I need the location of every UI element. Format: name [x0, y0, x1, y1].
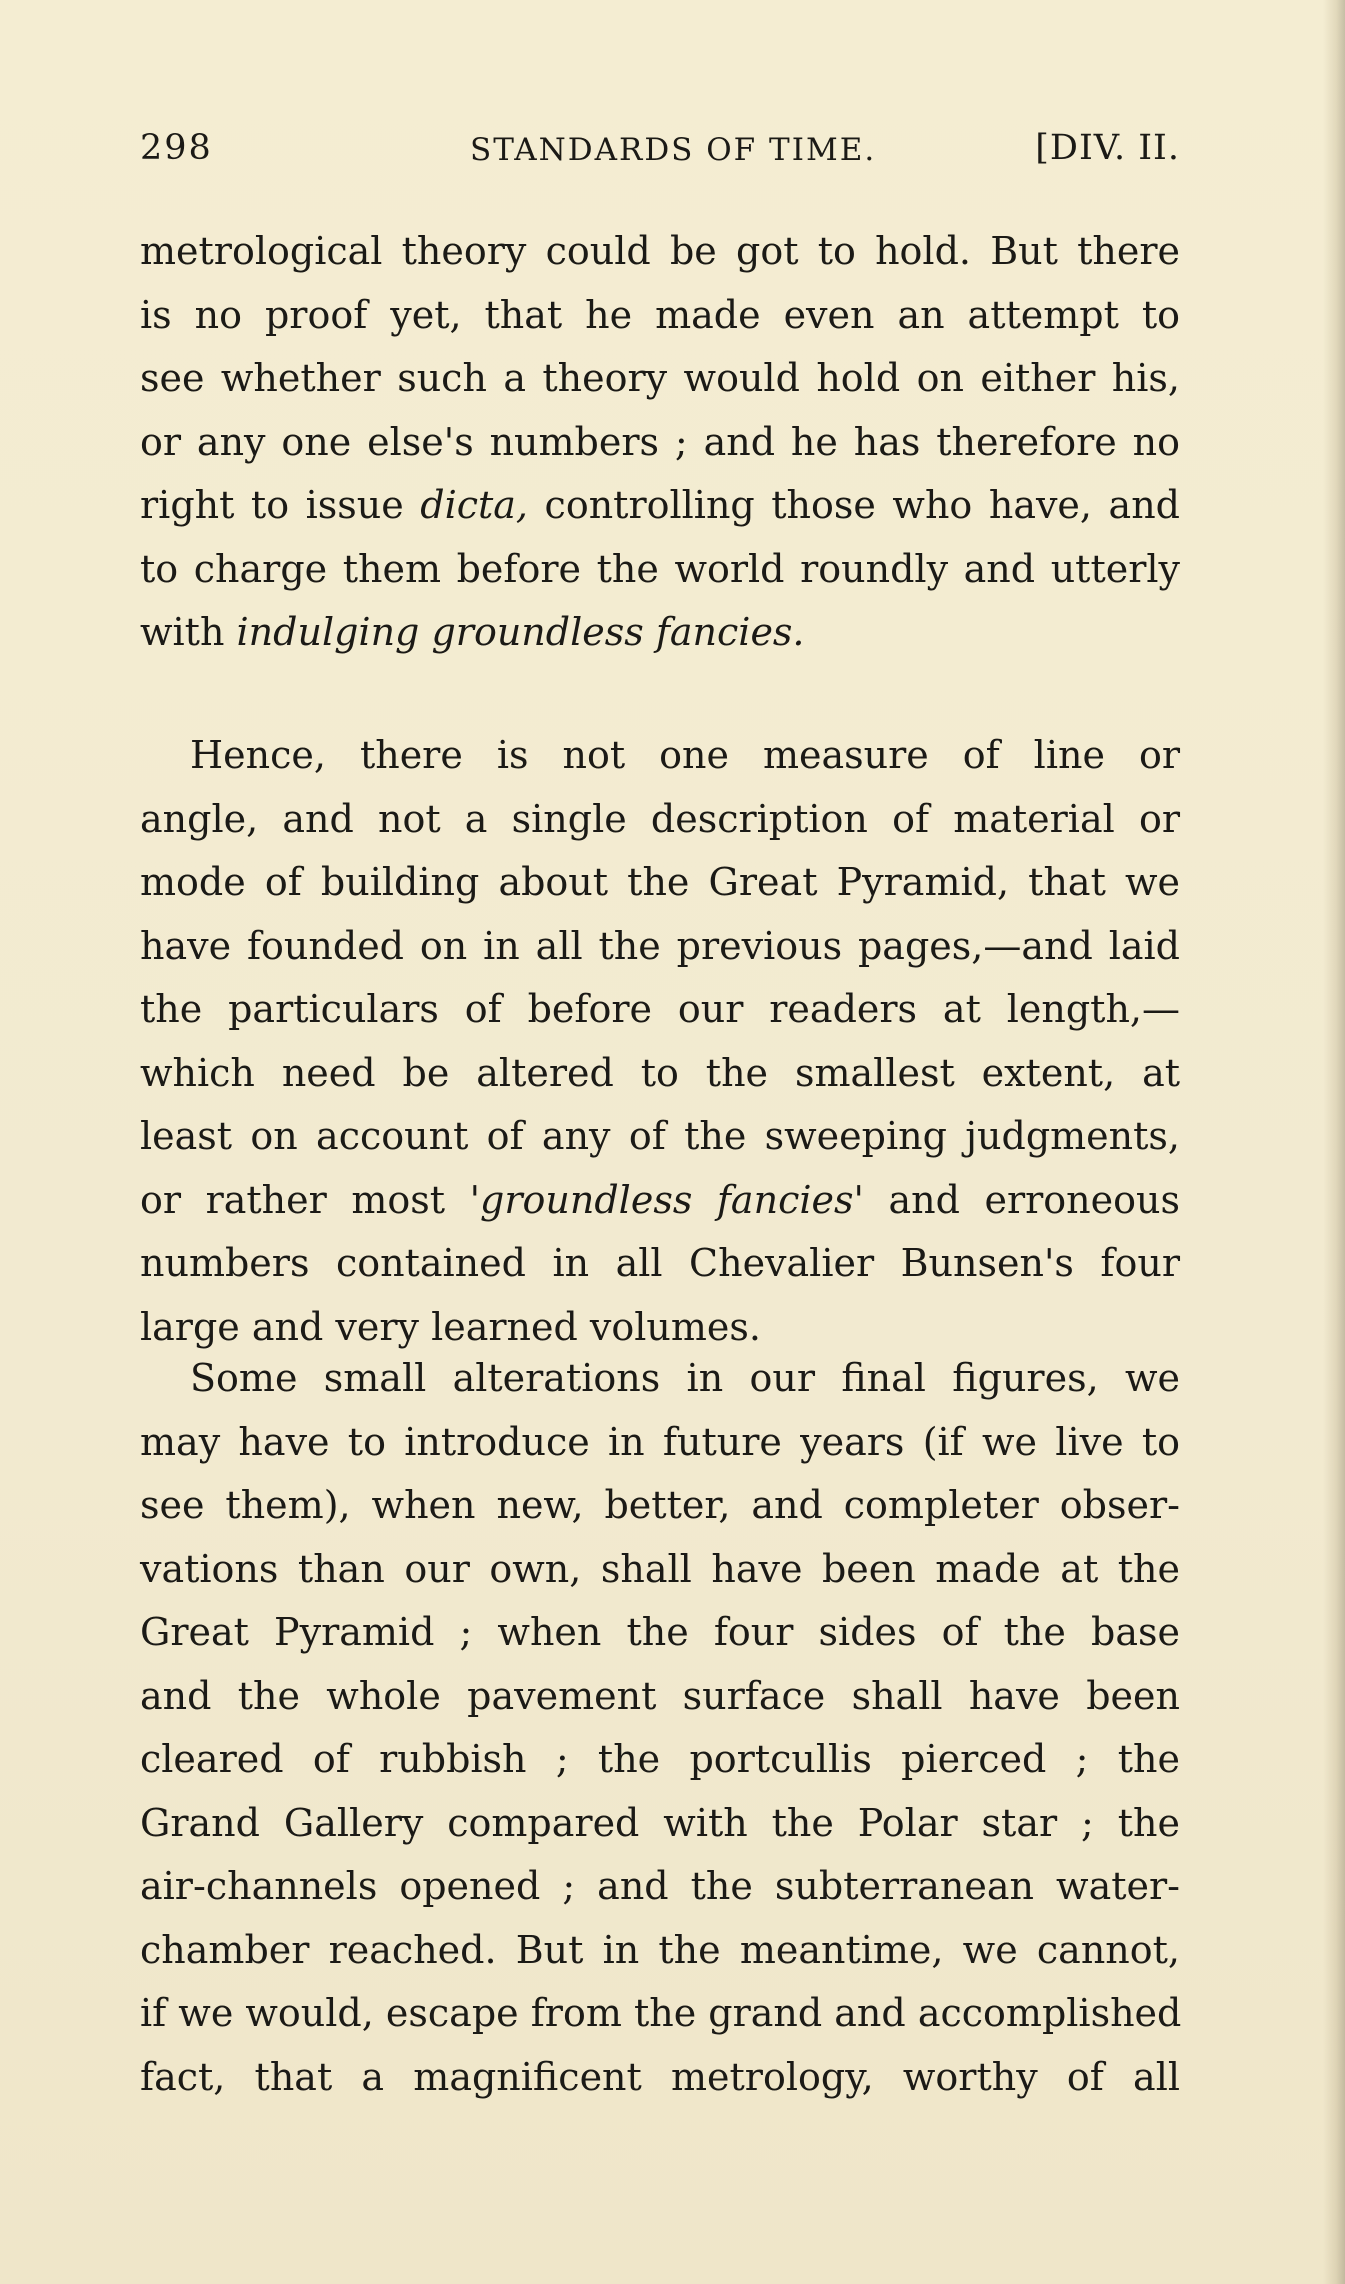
running-header: [140, 128, 1180, 178]
text-line: may have to introduce in future years (if we live to: [140, 1419, 1180, 1464]
page-number: 298: [140, 128, 213, 168]
running-title: STANDARDS OF TIME.: [470, 132, 877, 168]
text-line: vations than our own, shall have been made at the: [140, 1546, 1180, 1591]
italic-fragment: 'groundless fancies': [469, 1177, 864, 1222]
page-gutter-shadow: [1323, 0, 1345, 2284]
text-line: air-channels opened ; and the subterranean water-: [140, 1864, 1180, 1908]
text-line: numbers contained in all Chevalier Bunsen's four: [140, 1241, 1180, 1285]
text-line: Grand Gallery compared with the Polar star ; the: [140, 1800, 1180, 1845]
text-line: mode of building about the Great Pyramid, that we: [140, 860, 1180, 904]
text-line: see them), when new, better, and completer obser-: [140, 1483, 1180, 1527]
text-line: metrological theory could be got to hold. But there: [140, 229, 1180, 273]
paragraph-1: [140, 220, 1180, 665]
text-line: chamber reached. But in the meantime, we cannot,: [140, 1927, 1180, 1972]
text-line: Great Pyramid ; when the four sides of the base: [140, 1610, 1180, 1654]
text-line: is no proof yet, that he made even an attempt to: [140, 292, 1180, 337]
text-line: least on account of any of the sweeping judgments,: [140, 1114, 1180, 1158]
text-line: [140, 474, 1180, 538]
italic-fragment: indulging groundless fancies.: [236, 610, 805, 654]
text-line: Hence, there is not one measure of line or: [190, 733, 1180, 777]
text-line: the particulars of before our readers at length,—: [140, 987, 1180, 1031]
text-fragment: and erroneous: [863, 1177, 1180, 1222]
text-line: fact, that a magnificent metrology, worthy of all: [140, 2054, 1180, 2099]
text-line: and the whole pavement surface shall have been: [140, 1673, 1180, 1718]
text-fragment: with: [140, 610, 237, 654]
text-line: [140, 1169, 1180, 1233]
text-line: or any one else's numbers ; and he has therefore no: [140, 419, 1180, 464]
text-fragment: controlling those who have, and: [528, 483, 1180, 527]
division-label: [DIV. II.: [1035, 128, 1180, 168]
text-line: have founded on in all the previous pages,—and laid: [140, 923, 1180, 968]
text-line: which need be altered to the smallest extent, at: [140, 1050, 1180, 1095]
text-line: if we would, escape from the grand and accomplished: [140, 1991, 1182, 2035]
text-fragment: right to issue: [140, 483, 421, 527]
text-line: see whether such a theory would hold on either his,: [140, 356, 1180, 400]
italic-fragment: dicta,: [420, 483, 529, 527]
text-line: angle, and not a single description of material or: [140, 796, 1180, 841]
paragraph-2: [140, 724, 1180, 1359]
text-line: [140, 601, 1180, 665]
text-line: Some small alterations in our final figures, we: [190, 1356, 1180, 1400]
text-line: cleared of rubbish ; the portcullis pierced ; the: [140, 1737, 1180, 1781]
paragraph-3: [140, 1347, 1180, 2109]
text-line: large and very learned volumes.: [140, 1304, 761, 1349]
text-line: to charge them before the world roundly and utterly: [140, 546, 1180, 591]
text-fragment: or rather most: [140, 1177, 470, 1222]
